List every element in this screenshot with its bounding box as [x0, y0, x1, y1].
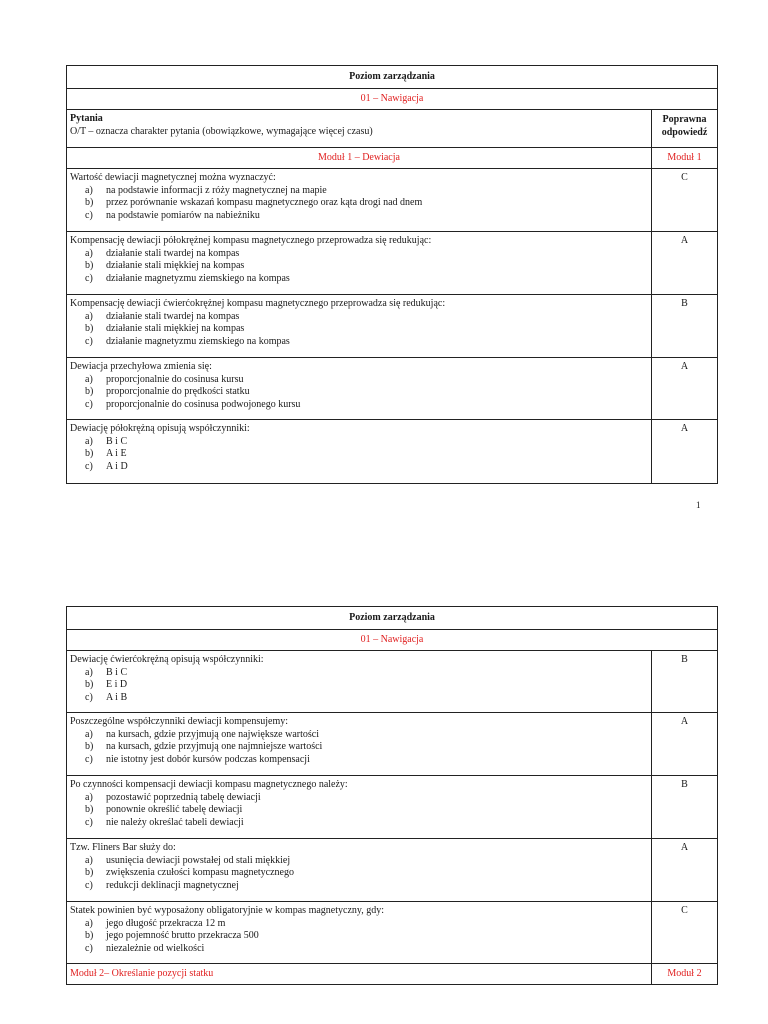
- answer-options: [70, 185, 649, 223]
- option-letter: a): [85, 854, 93, 866]
- question-text: Kompensację dewiacji półokrężnej kompasu magnetycznego przeprowadza się redukując:: [70, 235, 432, 246]
- option-text: przez porównanie wskazań kompasu magnetycznego oraz kąta drogi nad dnem: [106, 197, 423, 208]
- answer-option: [70, 930, 649, 943]
- page-2-module-table: [66, 963, 718, 985]
- option-text: redukcji deklinacji magnetycznej: [106, 879, 239, 891]
- answer-option: [70, 692, 649, 705]
- page-1-level-title: Poziom zarządzania: [67, 66, 718, 89]
- correct-answer: A: [652, 358, 718, 420]
- answer-option: [70, 461, 649, 474]
- option-text: E i D: [106, 679, 128, 690]
- answer-option: [70, 679, 649, 692]
- answer-option: [70, 399, 649, 412]
- answer-option: [70, 667, 649, 680]
- question-text: Dewiacja przechyłowa zmienia się:: [70, 361, 212, 372]
- question-row: [67, 651, 718, 713]
- option-letter: c): [85, 335, 93, 347]
- questions-header-note: O/T – oznacza charakter pytania (obowiązkowe, wymagające więcej czasu): [70, 125, 373, 137]
- option-letter: b): [85, 386, 94, 397]
- answer-option: [70, 729, 649, 742]
- option-letter: b): [85, 260, 94, 271]
- question-text: Dewiację ćwierćokrężną opisują współczynniki:: [70, 654, 264, 665]
- option-text: zwiększenia czułości kompasu magnetycznego: [106, 867, 294, 878]
- answer-option: [70, 792, 649, 805]
- option-text: działanie magnetyzmu ziemskiego na kompas: [106, 335, 290, 347]
- page-number: 1: [696, 500, 701, 510]
- question-text: Wartość dewiacji magnetycznej można wyznaczyć:: [70, 172, 276, 183]
- correct-answer: C: [652, 902, 718, 964]
- correct-answer: B: [652, 776, 718, 839]
- option-text: nie należy określać tabeli dewiacji: [106, 816, 244, 828]
- option-letter: c): [85, 942, 93, 954]
- answer-options: [70, 918, 649, 956]
- option-text: proporcjonalnie do cosinusa podwojonego kursu: [106, 398, 301, 410]
- option-text: A i D: [106, 460, 128, 472]
- answer-option: [70, 323, 649, 336]
- option-text: na podstawie informacji z róży magnetycznej na mapie: [106, 184, 327, 196]
- question-row: [67, 713, 718, 776]
- option-text: działanie stali miękkiej na kompas: [106, 260, 245, 271]
- option-text: działanie magnetyzmu ziemskiego na kompas: [106, 272, 290, 284]
- question-row: [67, 420, 718, 484]
- correct-answer: C: [652, 169, 718, 232]
- option-letter: a): [85, 435, 93, 447]
- question-text: Statek powinien być wyposażony obligatoryjnie w kompas magnetyczny, gdy:: [70, 905, 385, 916]
- question-text: Kompensację dewiacji ćwierćokrężnej kompasu magnetycznego przeprowadza się redukując:: [70, 298, 446, 309]
- page-2-table-block: [66, 606, 717, 985]
- questions-header-title: Pytania: [70, 113, 103, 124]
- correct-answer: A: [652, 839, 718, 902]
- answer-options: [70, 729, 649, 767]
- answer-option: [70, 386, 649, 399]
- option-letter: a): [85, 666, 93, 678]
- option-letter: b): [85, 197, 94, 208]
- question-cell: [67, 295, 652, 358]
- answer-options: [70, 667, 649, 705]
- correct-answer: A: [652, 713, 718, 776]
- page-1-question-table: [66, 65, 718, 169]
- option-letter: c): [85, 272, 93, 284]
- option-letter: a): [85, 184, 93, 196]
- answer-option: [70, 210, 649, 223]
- answer-header: [652, 110, 718, 148]
- question-text: Dewiację półokrężną opisują współczynniki:: [70, 423, 250, 434]
- answer-option: [70, 248, 649, 261]
- option-letter: c): [85, 209, 93, 221]
- question-row: [67, 776, 718, 839]
- question-text: Poszczególne współczynniki dewiacji kompensujemy:: [70, 716, 289, 727]
- option-text: jego pojemność brutto przekracza 500: [106, 930, 259, 941]
- question-row: [67, 232, 718, 295]
- option-text: działanie stali twardej na kompas: [106, 310, 240, 322]
- module-1-label: Moduł 1 – Dewiacja: [67, 148, 652, 169]
- option-letter: a): [85, 310, 93, 322]
- option-letter: b): [85, 804, 94, 815]
- option-text: nie istotny jest dobór kursów podczas kompensacji: [106, 753, 310, 765]
- option-text: usunięcia dewiacji powstałej od stali miękkiej: [106, 854, 291, 866]
- question-cell: [67, 420, 652, 484]
- question-cell: [67, 713, 652, 776]
- answer-option: [70, 273, 649, 286]
- correct-answer: B: [652, 295, 718, 358]
- question-row: [67, 902, 718, 964]
- option-letter: c): [85, 816, 93, 828]
- answer-option: [70, 185, 649, 198]
- answer-options: [70, 792, 649, 830]
- page-2-question-table: [66, 606, 718, 651]
- option-letter: a): [85, 917, 93, 929]
- question-cell: [67, 839, 652, 902]
- option-text: działanie stali miękkiej na kompas: [106, 323, 245, 334]
- answer-option: [70, 260, 649, 273]
- option-text: niezależnie od wielkości: [106, 942, 205, 954]
- answer-option: [70, 336, 649, 349]
- option-letter: a): [85, 373, 93, 385]
- option-text: pozostawić poprzednią tabelę dewiacji: [106, 791, 261, 803]
- option-text: na kursach, gdzie przyjmują one najmniejsze wartości: [106, 741, 323, 752]
- answer-option: [70, 197, 649, 210]
- option-letter: c): [85, 753, 93, 765]
- option-text: B i C: [106, 435, 128, 447]
- question-row: [67, 295, 718, 358]
- option-letter: c): [85, 691, 93, 703]
- correct-answer: A: [652, 232, 718, 295]
- answer-options: [70, 855, 649, 893]
- answer-option: [70, 855, 649, 868]
- answer-option: [70, 918, 649, 931]
- option-text: na podstawie pomiarów na nabieżniku: [106, 209, 260, 221]
- answer-option: [70, 436, 649, 449]
- module-2-tag: Moduł 2: [652, 964, 718, 985]
- option-letter: b): [85, 741, 94, 752]
- option-letter: a): [85, 247, 93, 259]
- page-2-section-subtitle: 01 – Nawigacja: [67, 630, 718, 651]
- option-text: B i C: [106, 666, 128, 678]
- page-1-table-block: [66, 65, 717, 484]
- answer-option: [70, 817, 649, 830]
- option-text: działanie stali twardej na kompas: [106, 247, 240, 259]
- correct-answer: B: [652, 651, 718, 713]
- answer-option: [70, 374, 649, 387]
- option-letter: b): [85, 930, 94, 941]
- option-letter: b): [85, 679, 94, 690]
- option-letter: b): [85, 867, 94, 878]
- option-letter: b): [85, 323, 94, 334]
- module-1-tag: Moduł 1: [652, 148, 718, 169]
- page-2-level-title: Poziom zarządzania: [67, 607, 718, 630]
- option-text: A i B: [106, 691, 128, 703]
- questions-header: [67, 110, 652, 148]
- answer-option: [70, 448, 649, 461]
- option-letter: c): [85, 398, 93, 410]
- question-cell: [67, 232, 652, 295]
- question-cell: [67, 358, 652, 420]
- page-1-section-subtitle: 01 – Nawigacja: [67, 89, 718, 110]
- option-text: jego długość przekracza 12 m: [106, 917, 226, 929]
- option-text: na kursach, gdzie przyjmują one największe wartości: [106, 728, 319, 740]
- option-text: A i E: [106, 448, 127, 459]
- question-text: Po czynności kompensacji dewiacji kompasu magnetycznego należy:: [70, 779, 348, 790]
- answer-header-line2: odpowiedź: [661, 126, 708, 138]
- page-1-questions: [66, 168, 718, 484]
- option-text: ponownie określić tabelę dewiacji: [106, 804, 243, 815]
- answer-option: [70, 754, 649, 767]
- question-row: [67, 169, 718, 232]
- question-row: [67, 839, 718, 902]
- answer-header-line1: Poprawna: [662, 114, 707, 125]
- question-text: Tzw. Fliners Bar służy do:: [70, 842, 176, 853]
- option-text: proporcjonalnie do cosinusa kursu: [106, 373, 244, 385]
- answer-options: [70, 374, 649, 412]
- option-text: proporcjonalnie do prędkości statku: [106, 386, 250, 397]
- option-letter: b): [85, 448, 94, 459]
- option-letter: a): [85, 791, 93, 803]
- page-2-questions: [66, 650, 718, 964]
- answer-option: [70, 943, 649, 956]
- answer-option: [70, 741, 649, 754]
- option-letter: a): [85, 728, 93, 740]
- question-cell: [67, 651, 652, 713]
- answer-options: [70, 311, 649, 349]
- answer-options: [70, 436, 649, 474]
- question-cell: [67, 169, 652, 232]
- option-letter: c): [85, 460, 93, 472]
- answer-option: [70, 880, 649, 893]
- answer-options: [70, 248, 649, 286]
- answer-option: [70, 867, 649, 880]
- answer-option: [70, 311, 649, 324]
- option-letter: c): [85, 879, 93, 891]
- question-cell: [67, 776, 652, 839]
- module-2-label: Moduł 2– Określanie pozycji statku: [67, 964, 652, 985]
- question-cell: [67, 902, 652, 964]
- correct-answer: A: [652, 420, 718, 484]
- answer-option: [70, 804, 649, 817]
- question-row: [67, 358, 718, 420]
